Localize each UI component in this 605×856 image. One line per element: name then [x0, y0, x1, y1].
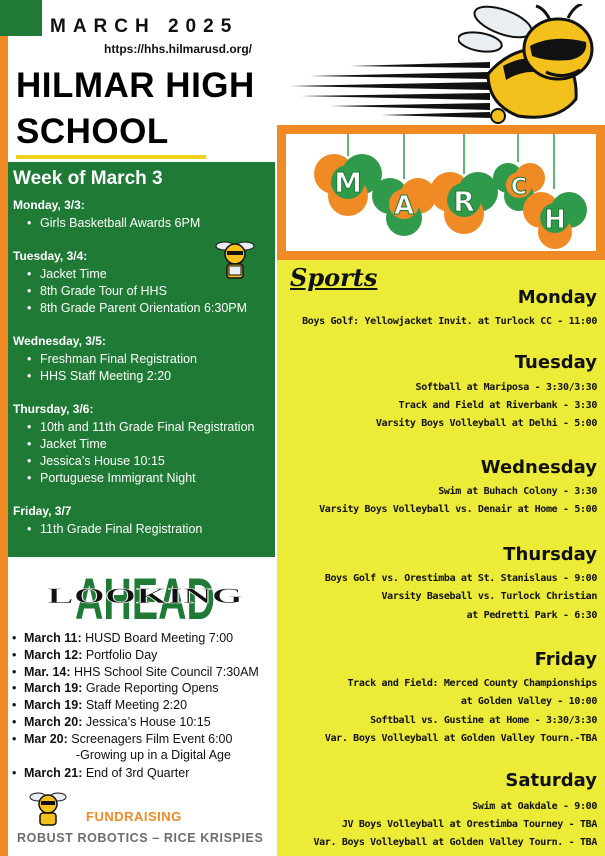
sports-event: Varsity Boys Volleyball at Delhi - 5:00 [375, 418, 597, 429]
banner-letter: C [510, 175, 528, 200]
week-event: • HHS Staff Meeting 2:20 [27, 368, 269, 385]
yellowjacket-mascot-icon [458, 4, 600, 126]
sports-event: at Pedretti Park - 6:30 [466, 610, 597, 621]
week-event: • Portuguese Immigrant Night [27, 470, 269, 487]
fundraising-subtitle: ROBUST ROBOTICS – RICE KRISPIES [17, 831, 264, 845]
banner-letter: A [393, 191, 415, 221]
sports-event: Boys Golf: Yellowjacket Invit. at Turlock CC - 11:00 [302, 316, 597, 327]
banner-letter: M [334, 166, 362, 199]
week-day-monday [13, 198, 269, 232]
week-event: • 8th Grade Tour of HHS [27, 283, 269, 300]
day-label: Thursday, 3/6: [13, 402, 94, 416]
sports-panel [277, 260, 605, 856]
sports-day-heading: Saturday [505, 770, 597, 791]
shamrock-m [314, 154, 382, 216]
sports-title: Sports [290, 263, 378, 292]
week-event: • 10th and 11th Grade Final Registration [27, 419, 269, 436]
sports-event: Swim at Oakdale - 9:00 [472, 801, 597, 812]
shamrock-letters-graphic [286, 134, 596, 251]
week-day-friday [13, 504, 269, 538]
sports-day-heading: Monday [517, 287, 597, 308]
week-event: • Jacket Time [27, 266, 269, 283]
week-event: • Jessica’s House 10:15 [27, 453, 269, 470]
shamrock-a [372, 178, 436, 236]
event-subtitle: -Growing up in a Digital Age [76, 748, 231, 762]
sports-day-heading: Wednesday [480, 457, 597, 478]
list-item: • March 12: Portfolio Day [12, 647, 277, 664]
month-title: MARCH 2025 [50, 16, 239, 37]
list-item: • March 11: HUSD Board Meeting 7:00 [12, 630, 277, 647]
sports-day-heading: Tuesday [514, 352, 597, 373]
shamrock-h [523, 192, 587, 249]
sports-event: Varsity Boys Volleyball vs. Denair at Home - 5:00 [319, 504, 597, 515]
sports-event: JV Boys Volleyball at Orestimba Tourney - TBA [341, 819, 597, 830]
day-label: Wednesday, 3/5: [13, 334, 106, 348]
sports-day-heading: Thursday [503, 544, 597, 565]
list-item: • Mar 20: Screenagers Film Event 6:00 [12, 731, 277, 748]
week-event: • Freshman Final Registration [27, 351, 269, 368]
sports-event: Softball at Mariposa - 3:30/3:30 [415, 382, 597, 393]
list-item: • March 19: Staff Meeting 2:20 [12, 697, 277, 714]
march-banner [277, 125, 605, 260]
week-event: • Jacket Time [27, 436, 269, 453]
banner-letter: H [544, 205, 566, 235]
list-item: • Mar. 14: HHS School Site Council 7:30AM [12, 664, 277, 681]
fundraising-mascot-icon [28, 790, 68, 826]
day-label: Tuesday, 3/4: [13, 249, 88, 263]
week-day-thursday [13, 402, 269, 487]
week-title: Week of March 3 [13, 168, 163, 189]
sports-event: Swim at Buhach Colony - 3:30 [438, 486, 597, 497]
sports-event: at Golden Valley - 10:00 [460, 696, 597, 707]
ahead-word: AHEAD [75, 567, 215, 627]
fundraising-title: FUNDRAISING [86, 809, 182, 824]
sports-event: Softball vs. Gustine at Home - 3:30/3:30 [370, 715, 597, 726]
sports-day-heading: Friday [534, 649, 597, 670]
list-item: • March 21: End of 3rd Quarter [12, 765, 277, 782]
sports-event: Varsity Baseball vs. Turlock Christian [381, 591, 597, 602]
week-event: • 8th Grade Parent Orientation 6:30PM [27, 300, 269, 317]
school-website-link[interactable]: https://hhs.hilmarusd.org/ [104, 42, 253, 56]
march-banner-inner [286, 134, 596, 251]
day-label: Monday, 3/3: [13, 198, 85, 212]
title-underline [16, 155, 206, 159]
banner-letter: R [453, 185, 475, 218]
week-event: • Girls Basketball Awards 6PM [27, 215, 269, 232]
sports-event: Track and Field at Riverbank - 3:30 [398, 400, 597, 411]
green-corner-block [0, 0, 42, 36]
day-label: Friday, 3/7 [13, 504, 72, 518]
sports-event: Var. Boys Volleyball at Golden Valley Tourn. - TBA [313, 837, 597, 848]
school-title-line1: HILMAR HIGH [16, 66, 255, 105]
shamrock-r [430, 172, 498, 234]
looking-ahead-heading [40, 565, 250, 627]
list-item: • March 20: Jessica’s House 10:15 [12, 714, 277, 731]
sports-event: Var. Boys Volleyball at Golden Valley Tourn.-TBA [324, 733, 597, 744]
week-day-wednesday [13, 334, 269, 385]
sports-event: Boys Golf vs. Orestimba at St. Stanislaus - 9:00 [324, 573, 597, 584]
looking-word: LOOKING [47, 583, 243, 608]
sports-event: Track and Field: Merced County Championships [347, 678, 597, 689]
left-orange-stripe [0, 0, 8, 856]
school-title-line2: SCHOOL [16, 112, 169, 151]
week-panel [8, 162, 275, 557]
list-item: • March 19: Grade Reporting Opens [12, 680, 277, 697]
week-event: • 11th Grade Final Registration [27, 521, 269, 538]
small-mascot-icon [213, 238, 257, 282]
